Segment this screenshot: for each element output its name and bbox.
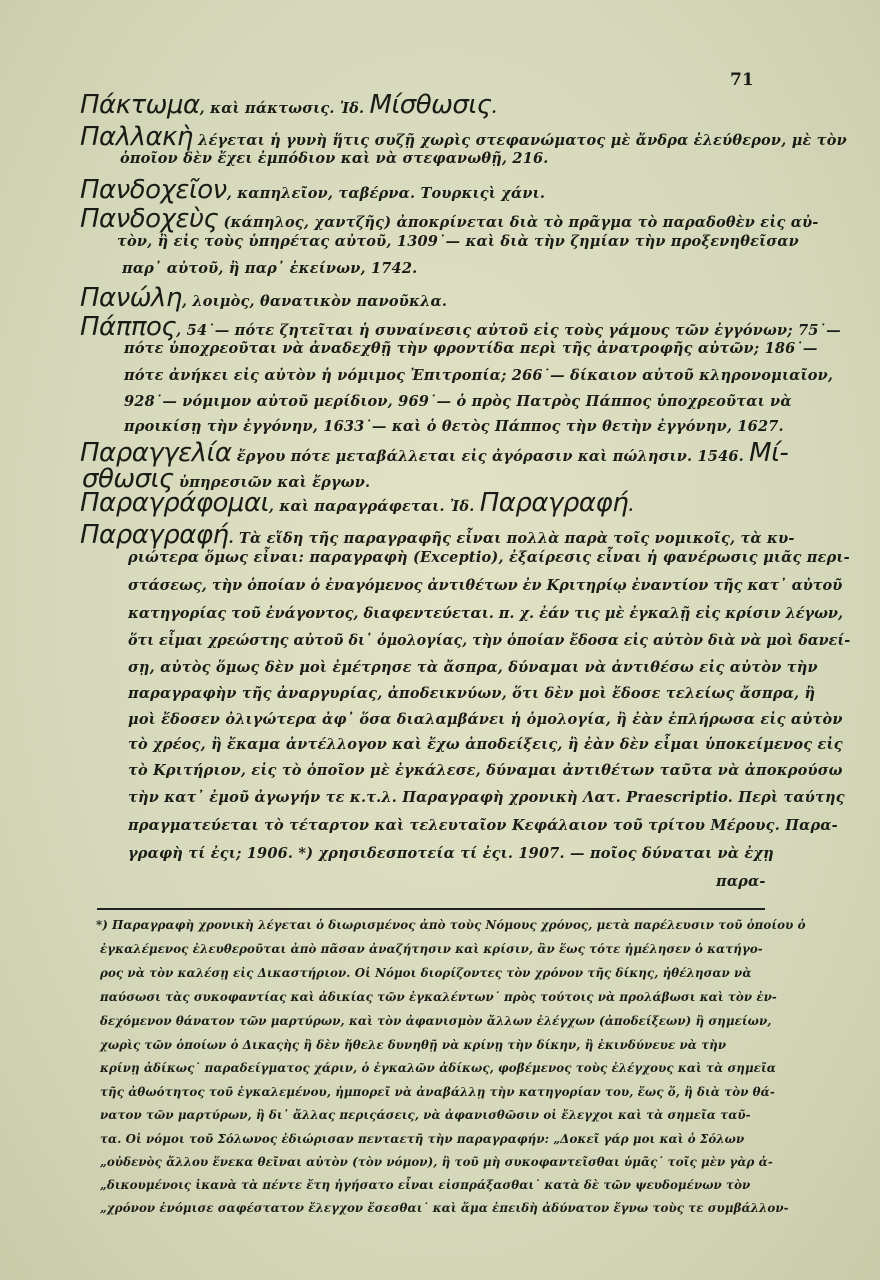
cross-reference: Μί-	[749, 438, 789, 468]
entry-line	[128, 549, 850, 566]
entry-line	[80, 175, 545, 205]
headword: Πάκτωμα	[80, 90, 200, 120]
entry-line	[128, 817, 838, 834]
headword: Πανδοχεῖον	[80, 175, 227, 205]
footnote-line: ἐγκαλέμενος ἐλευθεροῦται ἀπὸ πᾶσαν ἀναζήτησιν καὶ κρίσιν, ἂν ἕως τότε ἠμέλησεν ὁ κατήγο-	[100, 942, 763, 956]
headword: σθωσις	[82, 464, 174, 494]
entry-text: παρα-	[716, 873, 766, 890]
entry-line	[128, 685, 815, 702]
footnote-line: παύσωσι τὰς συκοφαντίας καὶ ἀδικίας τῶν ἐγκαλέντων˙ πρὸς τούτοις νὰ προλάβωσι καὶ τὸν ἐν-	[100, 990, 777, 1004]
headword: Πανδοχεὺς	[80, 204, 219, 234]
entry-text: πότε ὑποχρεοῦται νὰ ἀναδεχθῇ τὴν φροντίδα περὶ τῆς ἀνατροφῆς αὐτῶν; 186˙—	[124, 340, 818, 357]
headword: Πάππος	[80, 312, 177, 342]
footnote-line: τῆς ἀθωότητος τοῦ ἐγκαλεμένου, ἠμπορεῖ νὰ ἀναβάλλῃ τὴν κατηγορίαν του, ἕως ὅ, ἢ διὰ τὸν θά-	[100, 1085, 775, 1099]
entry-text: παραγραφὴν τῆς ἀναργυρίας, ἀποδεικνύων, ὅτι δὲν μοὶ ἔδοσε τελείως ἄσπρα, ἢ	[128, 685, 816, 702]
entry-text: κατηγορίας τοῦ ἐνάγοντος, διαφεντεύεται. π. χ. ἐάν τις μὲ ἐγκαλῇ εἰς κρίσιν λέγων,	[128, 605, 844, 622]
headword: Πανώλη	[80, 283, 182, 313]
entry-line	[128, 762, 843, 779]
footnote-line: „οὐδενὸς ἄλλου ἕνεκα θεῖναι αὐτὸν (τὸν νόμον), ἢ τοῦ μὴ συκοφαντεῖσθαι ὑμᾶς˙ τοῖς μὲν γὰρ ἀ-	[100, 1155, 773, 1169]
entry-line	[80, 488, 633, 518]
entry-text: ὁποῖον δὲν ἔχει ἐμπόδιον καὶ νὰ στεφανωθῇ, 216.	[120, 150, 549, 167]
footnote-line: δεχόμενον θάνατον τῶν μαρτύρων, καὶ τὸν ἀφανισμὸν ἄλλων ἐλέγχων (ἀποδείξεων) ἢ σημείων,	[100, 1014, 772, 1028]
entry-text: ὑπηρεσιῶν καὶ ἔργων.	[173, 474, 371, 491]
entry-line	[128, 736, 843, 753]
footnote-line: „χρόνον ἐνόμισε σαφέστατον ἔλεγχον ἔσεσθαι˙ καὶ ἅμα ἐπειδὴ ἀδύνατον ἔγνω τοὺς τε συμβάλλον-	[100, 1201, 789, 1215]
entry-text: γραφὴ τί ἐςι; 1906. *) χρησιδεσποτεία τί ἐςι. 1907. — ποῖος δύναται νὰ ἐχῃ	[128, 845, 774, 862]
footnote-line: ρος νὰ τὸν καλέσῃ εἰς Δικαστήριον. Οἱ Νόμοι διορίζοντες τὸν χρόνον τῆς δίκης, ἠθέλησαν νὰ	[100, 966, 752, 980]
entry-text: τὴν κατ᾽ ἐμοῦ ἀγωγήν τε κ.τ.λ. Παραγραφὴ χρονικὴ Λατ. Praescriptio. Περὶ ταύτης	[128, 789, 845, 806]
entry-text: .	[628, 498, 634, 515]
footnote-line: νατον τῶν μαρτύρων, ἢ δι᾽ ἄλλας περιςάσεις, νὰ ἀφανισθῶσιν οἱ ἔλεγχοι καὶ τὰ σημεῖα ταῦ-	[100, 1108, 751, 1122]
entry-text: ὅτι εἶμαι χρεώστης αὐτοῦ δι᾽ ὁμολογίας, τὴν ὁποίαν ἔδοσα εἰς αὐτὸν διὰ νὰ μοὶ δανεί-	[128, 632, 851, 649]
entry-text: (κάπηλος, χαντζῆς) ἀποκρίνεται διὰ τὸ πρᾶγμα τὸ παραδοθὲν εἰς αὐ-	[218, 214, 819, 231]
footnote-line: χωρὶς τῶν ὁποίων ὁ Δικαςὴς ἢ δὲν ἤθελε δυνηθῇ νὰ κρίνῃ τὴν δίκην, ἢ ἐκινδύνευε νὰ τὴν	[100, 1038, 727, 1052]
entry-text: , 54˙— πότε ζητεῖται ἡ συναίνεσις αὐτοῦ εἰς τοὺς γάμους τῶν ἐγγόνων; 75˙—	[176, 322, 841, 339]
entry-line	[124, 418, 784, 435]
cross-reference: Παραγραφή	[479, 488, 629, 518]
entry-text: .	[491, 100, 497, 117]
entry-line	[122, 260, 417, 277]
footnote-line: *) Παραγραφὴ χρονικὴ λέγεται ὁ διωρισμένος ἀπὸ τοὺς Νόμους χρόνος, μετὰ παρέλευσιν τοῦ ὁποίου ὁ	[96, 918, 806, 932]
entry-text: τὸ Κριτήριον, εἰς τὸ ὁποῖον μὲ ἐγκάλεσε, δύναμαι ἀντιθέτων ταῦτα νὰ ἀποκρούσω	[128, 762, 843, 779]
headword: Παραγραφή	[80, 520, 229, 550]
footnote-line: „δικουμένοις ἱκανὰ τὰ πέντε ἔτη ἡγήσατο εἶναι εἰσπράξασθαι˙ κατὰ δὲ τῶν ψευδομένων τὸν	[100, 1178, 751, 1192]
entry-line	[128, 605, 843, 622]
headword: Παραγγελία	[80, 438, 232, 468]
entry-line	[128, 632, 850, 649]
entry-line	[128, 789, 845, 806]
entry-text: σῃ, αὐτὸς ὅμως δὲν μοὶ ἐμέτρησε τὰ ἄσπρα, δύναμαι νὰ ἀντιθέσω εἰς αὐτὸν τὴν	[128, 659, 818, 676]
entry-text: ριώτερα ὅμως εἶναι: παραγραφὴ (Exceptio), ἐξαίρεσις εἶναι ἡ φανέρωσις μιᾶς περι-	[128, 549, 850, 566]
entry-text: πότε ἀνήκει εἰς αὐτὸν ἡ νόμιμος Ἐπιτροπία; 266˙— δίκαιον αὐτοῦ κληρονομιαῖον,	[124, 367, 834, 384]
entry-text: , καὶ πάκτωσις. Ἰδ.	[199, 100, 370, 117]
entry-text: πραγματεύεται τὸ τέταρτον καὶ τελευταῖον Κεφάλαιον τοῦ τρίτου Μέρους. Παρα-	[128, 817, 838, 834]
entry-line	[124, 340, 818, 357]
footnote-rule	[97, 908, 765, 910]
cross-reference: Μίσθωσις	[369, 90, 492, 120]
page-number: 71	[730, 70, 754, 90]
entry-line	[80, 204, 819, 234]
entry-line	[80, 520, 795, 550]
headword: Παλλακὴ	[80, 122, 193, 152]
entry-line	[80, 90, 497, 120]
entry-text: , καπηλεῖον, ταβέρνα. Τουρκιςὶ χάνι.	[226, 185, 546, 202]
entry-text: παρ᾽ αὐτοῦ, ἢ παρ᾽ ἐκείνων, 1742.	[122, 260, 418, 277]
entry-text: , καὶ παραγράφεται. Ἰδ.	[268, 498, 480, 515]
entry-text: ἔργου πότε μεταβάλλεται εἰς ἀγόρασιν καὶ πώλησιν. 1546.	[231, 448, 750, 465]
entry-text: λέγεται ἡ γυνὴ ἥτις συζῇ χωρὶς στεφανώματος μὲ ἄνδρα ἐλεύθερον, μὲ τὸν	[192, 132, 847, 149]
headword: Παραγράφομαι	[80, 488, 269, 518]
entry-text: στάσεως, τὴν ὁποίαν ὁ ἐναγόμενος ἀντιθέτων ἐν Κριτηρίῳ ἐναντίον τῆς κατ᾽ αὐτοῦ	[128, 577, 843, 594]
entry-line	[80, 312, 841, 342]
entry-line	[120, 150, 549, 167]
entry-text: μοὶ ἔδοσεν ὀλιγώτερα ἀφ᾽ ὅσα διαλαμβάνει ἡ ὁμολογία, ἢ ἐὰν ἐπλήρωσα εἰς αὐτὸν	[128, 711, 843, 728]
entry-line	[128, 577, 842, 594]
entry-line	[128, 659, 818, 676]
entry-text: τὸν, ἢ εἰς τοὺς ὑπηρέτας αὐτοῦ, 1309˙— καὶ διὰ τὴν ζημίαν τὴν προξενηθεῖσαν	[117, 233, 799, 250]
entry-line	[716, 873, 766, 890]
entry-text: προικίσῃ τὴν ἐγγόνην, 1633˙— καὶ ὁ θετὸς Πάππος τὴν θετὴν ἐγγόνην, 1627.	[124, 418, 784, 435]
entry-line	[124, 393, 792, 410]
entry-line	[128, 845, 774, 862]
entry-line	[128, 711, 843, 728]
entry-line	[80, 122, 847, 152]
entry-text: , λοιμὸς, θανατικὸν πανοῦκλα.	[181, 293, 448, 310]
entry-text: 928˙— νόμιμον αὐτοῦ μερίδιον, 969˙— ὁ πρὸς Πατρὸς Πάππος ὑποχρεοῦται νὰ	[124, 393, 792, 410]
entry-line	[117, 233, 799, 250]
entry-line	[80, 283, 447, 313]
entry-text: . Τὰ εἴδη τῆς παραγραφῆς εἶναι πολλὰ παρὰ τοῖς νομικοῖς, τὰ κυ-	[228, 530, 795, 547]
footnote-line: τα. Οἱ νόμοι τοῦ Σόλωνος ἐδιώρισαν πενταετῆ τὴν παραγραφήν: „Δοκεῖ γάρ μοι καὶ ὁ Σόλων	[100, 1132, 745, 1146]
entry-line	[124, 367, 833, 384]
entry-text: τὸ χρέος, ἢ ἔκαμα ἀντέλλογον καὶ ἔχω ἀποδείξεις, ἢ ἐὰν δὲν εἶμαι ὑποκείμενος εἰς	[128, 736, 843, 753]
footnote-line: κρίνῃ ἀδίκως˙ παραδείγματος χάριν, ὁ ἐγκαλῶν ἀδίκως, φοβέμενος τοὺς ἐλέγχους καὶ τὰ σημεῖα	[100, 1061, 776, 1075]
